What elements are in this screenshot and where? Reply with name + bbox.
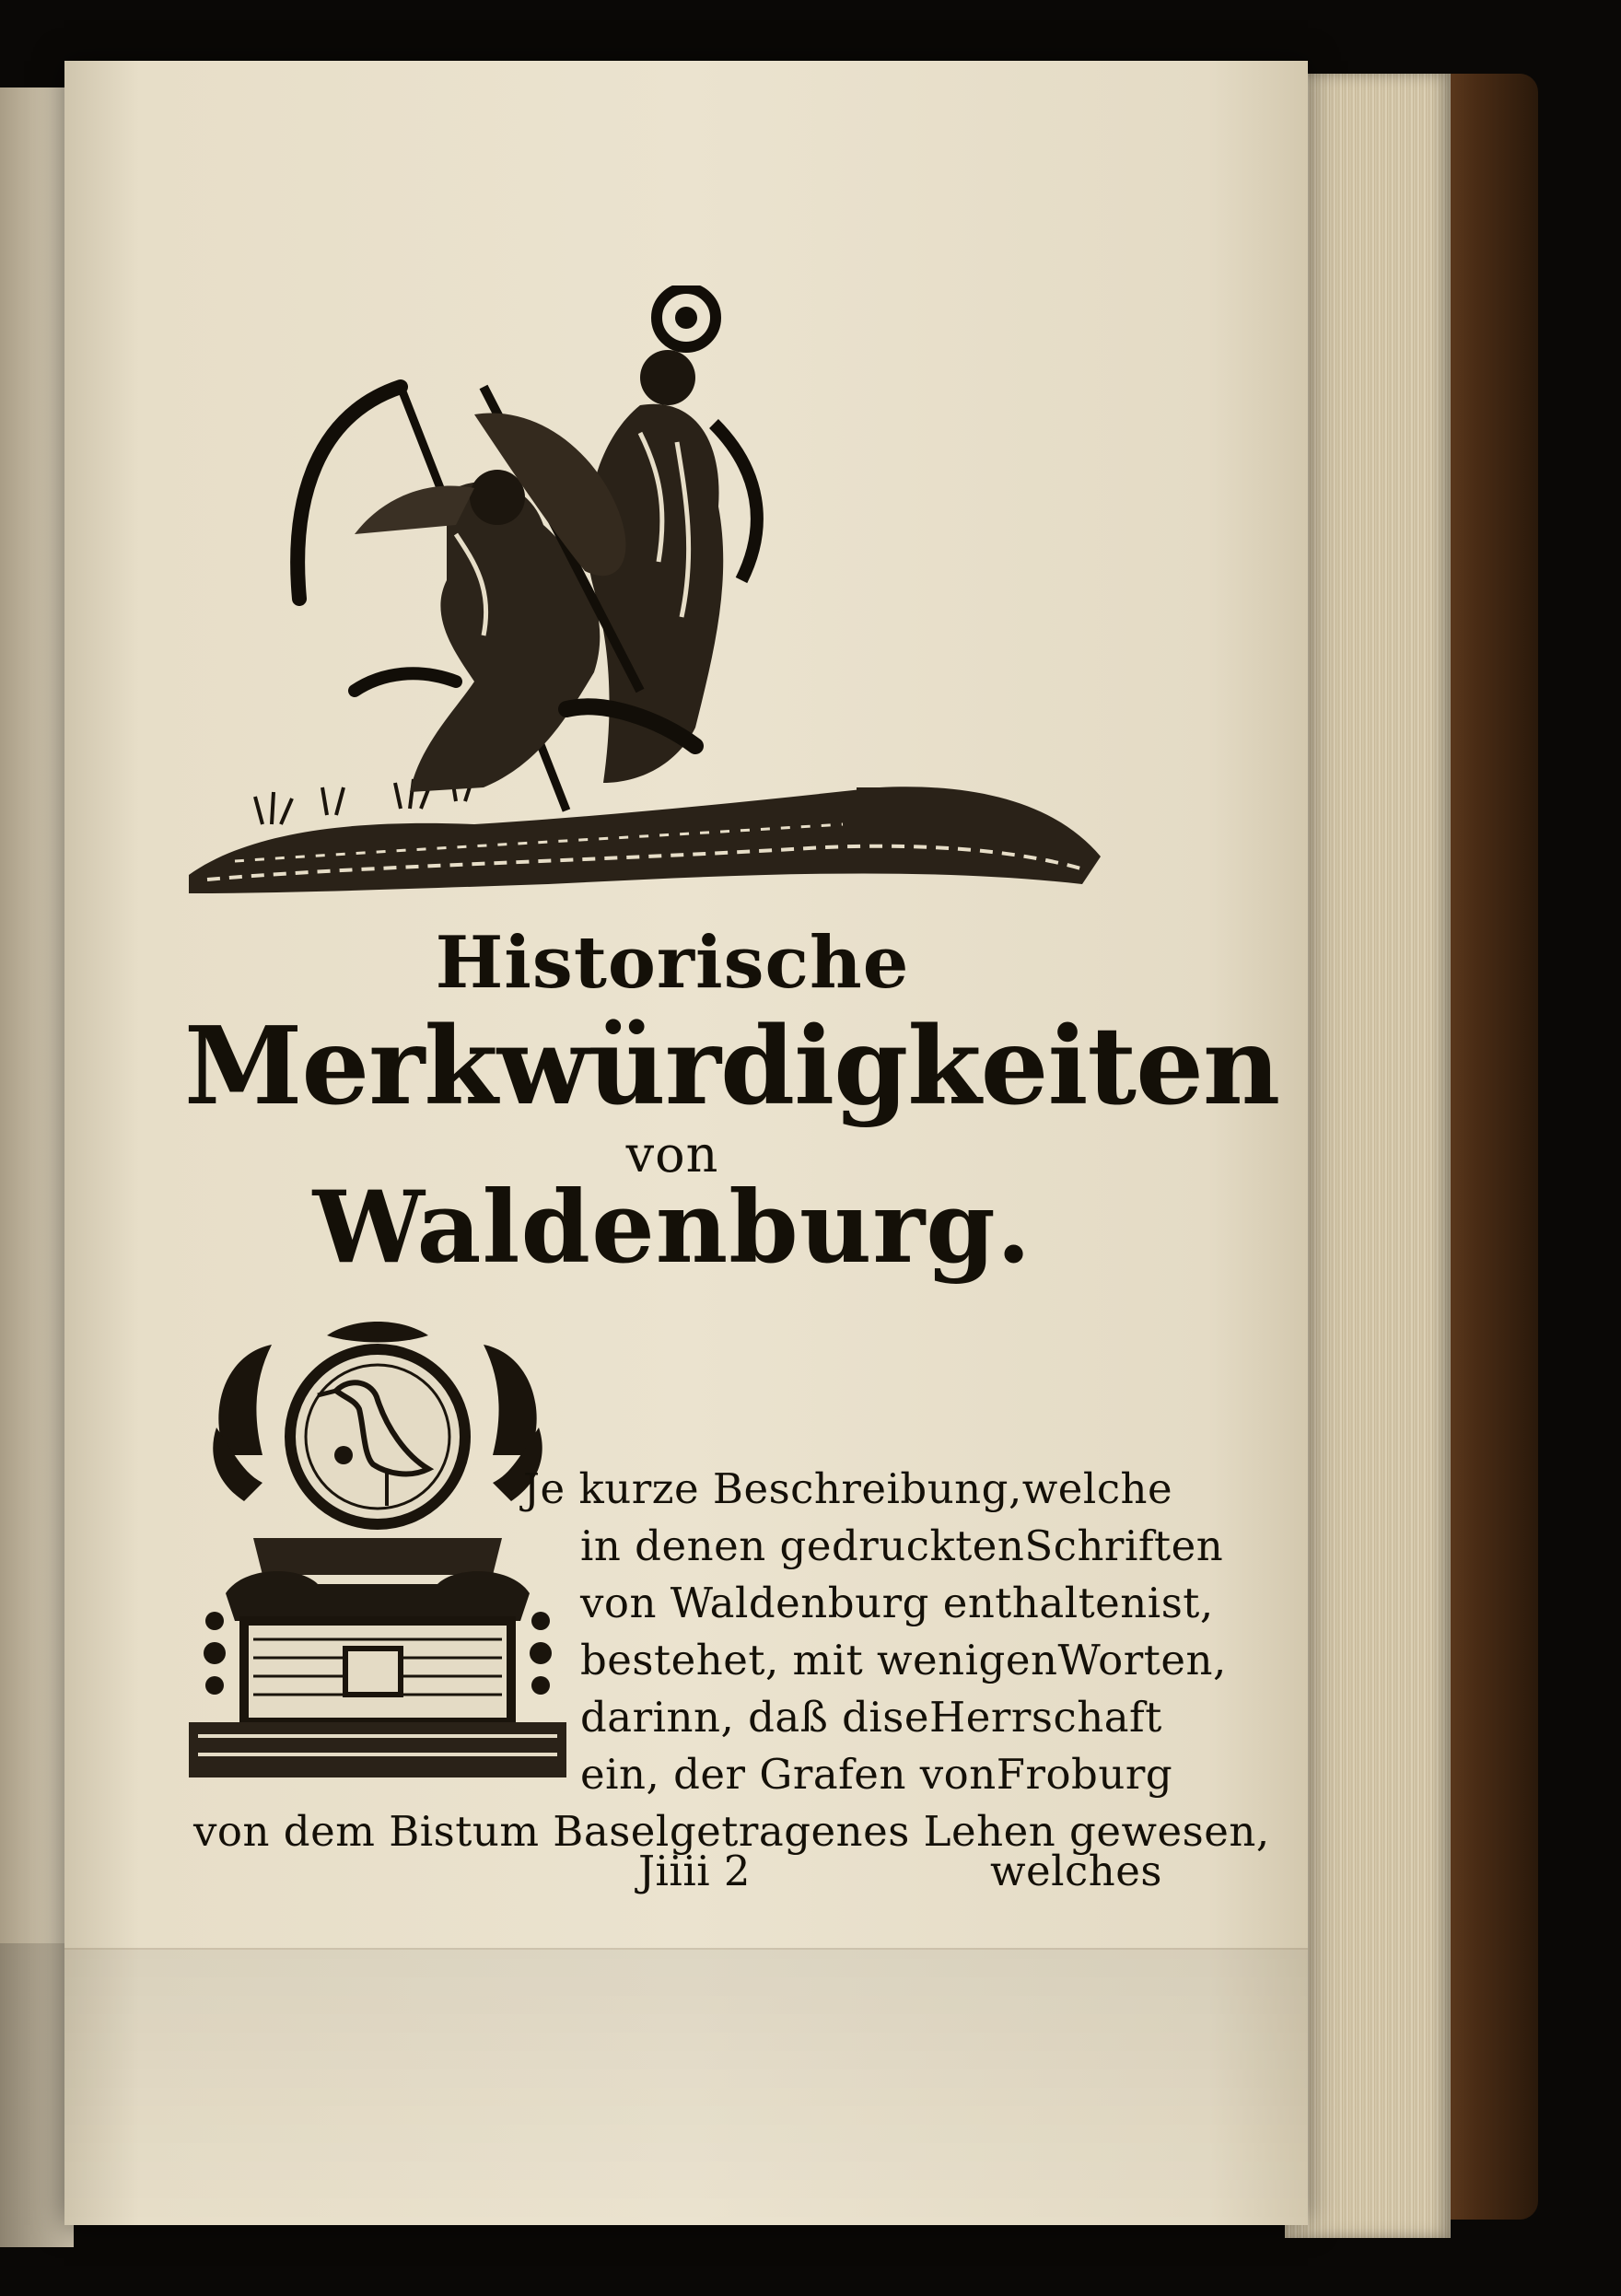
page-edges [1285, 74, 1451, 2238]
text-line-6-end: Froburg [996, 1750, 1173, 1799]
text-line-2 [580, 1521, 1224, 1570]
text-line-6 [580, 1750, 1173, 1799]
catchword: welches [990, 1847, 1162, 1895]
facing-page-lower-edge [0, 1943, 74, 2247]
text-line-3-start: von Waldenburg enthalten [580, 1579, 1148, 1627]
woodcut-figures-scythe-icon [180, 286, 1110, 912]
text-line-1-end: welche [1021, 1464, 1173, 1513]
text-line-2-end: Schriften [1024, 1521, 1224, 1570]
text-line-7-end: getragenes Lehen gewesen, [669, 1807, 1270, 1856]
text-line-5 [580, 1693, 1162, 1742]
text-line-3-end: ist, [1147, 1579, 1214, 1627]
text-line-5-end: Herrschaft [929, 1693, 1162, 1742]
text-line-3 [580, 1579, 1214, 1627]
text-line-5-start: darinn, daß dise [580, 1693, 930, 1742]
text-line-1-start: Je kurze Beschreibung, [523, 1464, 1022, 1513]
text-line-7-start: von dem Bistum Basel [193, 1807, 670, 1856]
ornamental-initial-heron-icon [189, 1317, 566, 1777]
text-line-6-start: ein, der Grafen von [580, 1750, 997, 1799]
title-line-von: von [625, 1125, 719, 1183]
text-line-4 [580, 1636, 1227, 1684]
title-line-waldenburg: Waldenburg. [312, 1170, 1032, 1286]
page-fold-shadow [64, 1948, 1308, 2226]
title-line-merkwuerdigkeiten: Merkwürdigkeiten [184, 1004, 1280, 1129]
text-line-1 [523, 1464, 1173, 1513]
text-line-2-start: in denen gedruckten [580, 1521, 1025, 1570]
signature-mark: Jiiii 2 [638, 1847, 752, 1895]
text-line-4-start: bestehet, mit wenigen [580, 1636, 1058, 1684]
text-line-4-end: Worten, [1057, 1636, 1227, 1684]
title-line-historische: Historische [435, 921, 910, 1005]
